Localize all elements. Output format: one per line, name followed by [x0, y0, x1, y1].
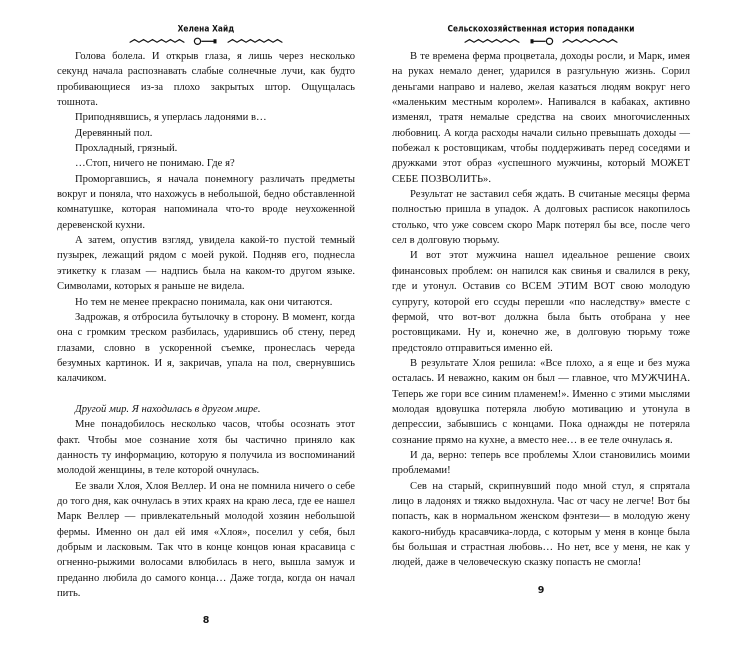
left-page-number: 8	[202, 615, 210, 627]
left-page-text-column	[57, 48, 355, 601]
paragraph: Голова болела. И открыв глаза, я лишь через несколько секунд начала распознавать слабые солнечные лучи, как будто пробивающиеся из-за плохо закрытых штор. Ощущалась тошнота.	[57, 51, 355, 109]
paragraph: Результат не заставил себя ждать. В считаные месяцы ферма полностью пришла в упадок. А долговых расписок накопилось столько, что уже совсем скоро Марк потерял бы все, после чего сел в долговую тюрьму.	[392, 189, 690, 247]
paragraph: А затем, опустив взгляд, увидела какой-то пустой темный пузырек, лежащий рядом с моей рукой. Подняв его, поднесла этикетку к глазам — надпись была на каком-то другом языке. Символами, которых я раньше не видела.	[57, 235, 355, 293]
paragraph: Деревянный пол.	[75, 127, 153, 139]
paragraph: Мне понадобилось несколько часов, чтобы осознать этот факт. Чтобы мое сознание хотя бы частично приняло как данность ту информацию, которую я получила из воспоминаний молодой женщины, в теле которой очнулась.	[57, 419, 355, 477]
title-running-head-text: Сельскохозяйственная история попаданки	[447, 23, 635, 34]
zigzag-circle-rule-icon	[128, 37, 284, 46]
paragraph: Проморгавшись, я начала понемногу различать предметы вокруг и поняла, что нахожусь в небольшой, бедно обставленной комнатушке, которая напоминала что-то вроде неухоженной деревенской кухни.	[57, 173, 355, 231]
right-page-number: 9	[537, 584, 545, 596]
ornament-divider-right	[463, 37, 619, 46]
paragraph: Но тем не менее прекрасно понимала, как они читаются.	[75, 296, 333, 308]
paragraph-emphasis: Другой мир. Я находилась в другом мире.	[75, 403, 261, 415]
paragraph: В те времена ферма процветала, доходы росли, и Марк, имея на руках немало денег, ударился в разгульную жизнь. Сорил деньгами направо и налево, желая казаться людям вокруг него «маленьким местным королем». Напивался в кабаках, активно изменял, тратя немалые средства на своих многочисленных любовниц. А когда расходы начали сильно превышать доходы — побежал к ростовщикам, чтобы поддерживать перед соседями и дружками этот образ «успешного мужчины, который МОЖЕТ СЕБЕ ПОЗВОЛИТЬ».	[392, 51, 690, 185]
left-running-head	[57, 0, 355, 48]
zigzag-circle-rule-icon	[463, 37, 619, 46]
paragraph: В результате Хлоя решила: «Все плохо, а я еще и без мужа осталась. И неважно, каким он был — главное, что МУЖЧИНА. Теперь же гори все синим пламенем!». Именно с этими мыслями молодая вдовушка потеряла любую мотивацию и утонула в депрессии, забывшись с концами. Пока однажды не потеряла сознание прямо на кухне, а вместо нее… в ее теле очнулась я.	[392, 357, 690, 446]
paragraph: Сев на старый, скрипнувший подо мной стул, я спрятала лицо в ладонях и тяжко выдохнула. Час от часу не легче! Вот бы попасть, как в нормальном женском фэнтези— в молодую жену какого-нибудь красавчика-лорда, с которым у меня в конце была бы большая и страстная любовь… Но нет, все у меня, не как у людей, даже в человеческую сказку попасть не смогла!	[392, 480, 690, 569]
left-page	[0, 0, 367, 627]
ornament-divider-left	[128, 37, 284, 46]
paragraph: Задрожав, я отбросила бутылочку в сторону. В момент, когда она с громким треском разбилась, ударившись об стену, перед глазами, словно в ускоренной съемке, пронеслась череда безумных картинок. И я, закричав, упала на пол, свернувшись калачиком.	[57, 311, 355, 385]
paragraph: И да, верно: теперь все проблемы Хлои становились моими проблемами!	[392, 449, 690, 477]
paragraph: Ее звали Хлоя, Хлоя Веллер. И она не помнила ничего о себе до того дня, как очнулась в этих краях на краю леса, где ее нашел Марк Веллер — привлекательный молодой хозяин небольшой фермы. Именно он дал ей имя «Хлоя», поселил у себя, был добрым и ласковым. Так что в конце концов юная красавица с огненно-рыжими волосами влюбилась в него, вышла замуж и преданно любила до самого конца… Даже тогда, когда он начал пить.	[57, 480, 355, 599]
paragraph: …Стоп, ничего не понимаю. Где я?	[75, 158, 235, 170]
right-running-head	[392, 0, 690, 48]
paragraph: И вот этот мужчина нашел идеальное решение своих финансовых проблем: он напился как свинья и свалился в реку, где и утонул. Оставив со ВСЕМ ЭТИМ ВОТ свою молодую супругу, которой его ссуды перешли «по наследству» вместе с фермой, что вот-вот должна была быть отобрана у нее ростовщиками. Ну и, конечно же, в долговую тюрьму тоже предстояло отправиться именно ей.	[392, 250, 690, 354]
right-page	[367, 0, 734, 596]
right-page-text-column	[392, 48, 690, 571]
paragraph: Прохладный, грязный.	[75, 143, 178, 155]
author-running-head-text: Хелена Хайд	[177, 23, 235, 34]
paragraph: Приподнявшись, я уперлась ладонями в…	[75, 112, 267, 124]
